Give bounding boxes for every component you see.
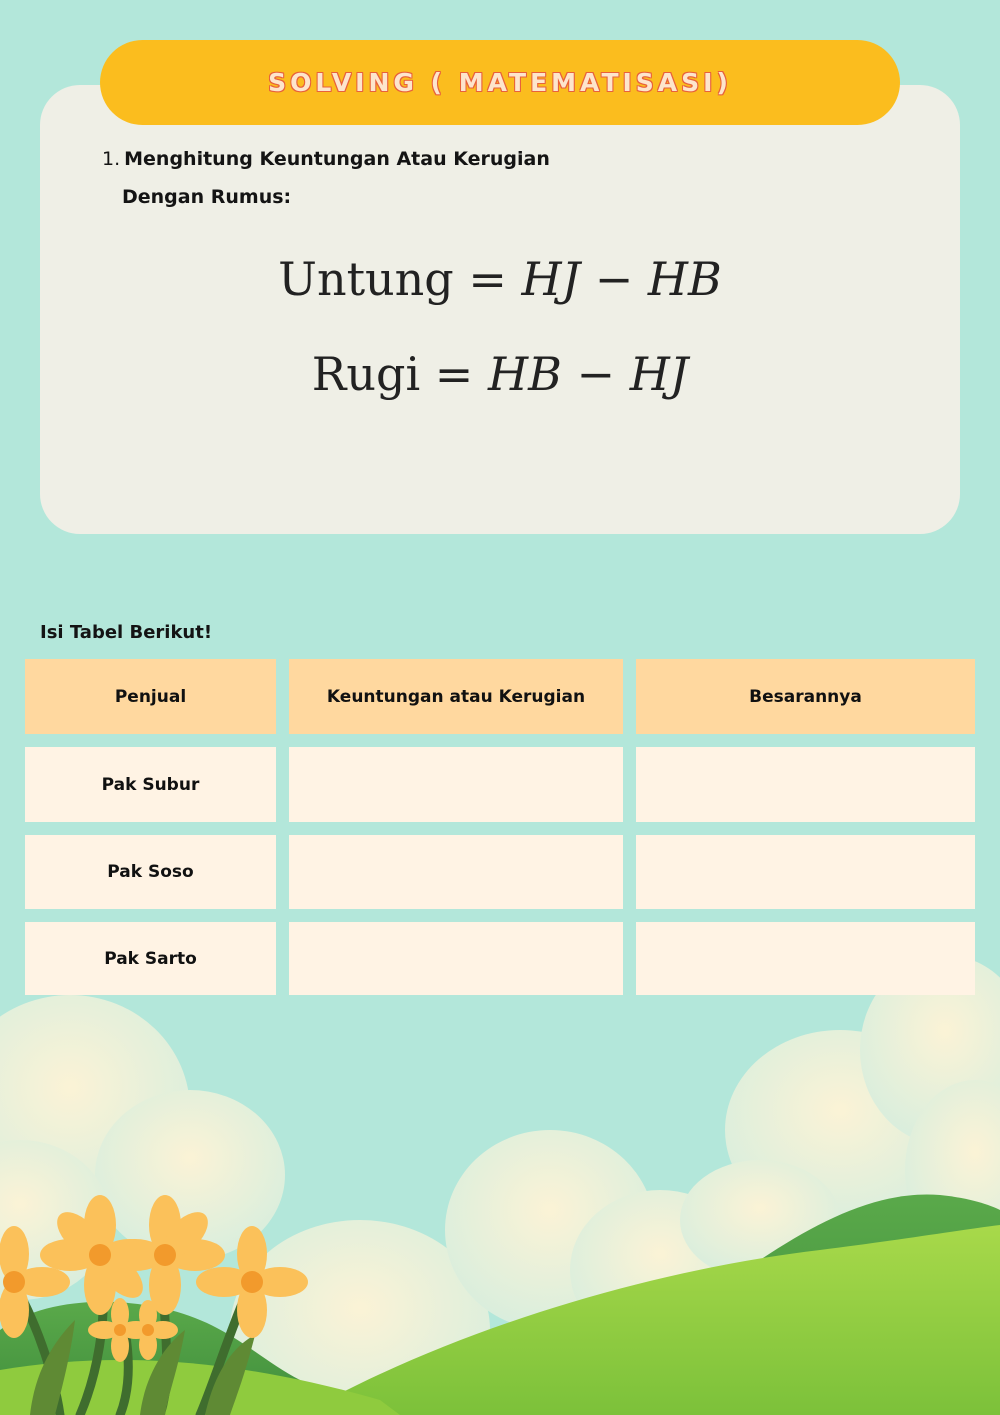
table-header-keuntungan: Keuntungan atau Kerugian bbox=[289, 659, 623, 734]
table-cell-keuntungan[interactable] bbox=[289, 747, 623, 822]
formula-equals: = bbox=[468, 252, 507, 306]
table-cell-keuntungan[interactable] bbox=[289, 922, 623, 995]
table-header-besarannya: Besarannya bbox=[636, 659, 975, 734]
table-cell-besarannya[interactable] bbox=[636, 922, 975, 995]
formula-equals: = bbox=[434, 347, 474, 401]
step-title: Menghitung Keuntungan Atau Kerugian bbox=[124, 148, 550, 170]
page-title: SOLVING ( MATEMATISASI) bbox=[268, 68, 732, 97]
table-cell-besarannya[interactable] bbox=[636, 747, 975, 822]
table-cell-besarannya[interactable] bbox=[636, 835, 975, 909]
formula-minus: − bbox=[576, 347, 616, 401]
formula-term-b: HJ bbox=[629, 347, 689, 401]
formula-term-a: HJ bbox=[521, 252, 581, 306]
table-title: Isi Tabel Berikut! bbox=[40, 622, 213, 643]
formula-term-a: HB bbox=[487, 347, 562, 401]
table-cell-penjual: Pak Soso bbox=[25, 835, 276, 909]
table-header-penjual: Penjual bbox=[25, 659, 276, 734]
formula-untung bbox=[0, 252, 1000, 306]
formula-label: Rugi bbox=[311, 347, 421, 401]
table-cell-keuntungan[interactable] bbox=[289, 835, 623, 909]
step-heading bbox=[102, 148, 550, 170]
table-cell-penjual: Pak Subur bbox=[25, 747, 276, 822]
formula-minus: − bbox=[594, 252, 634, 306]
formula-label: Untung bbox=[278, 252, 454, 306]
table-cell-penjual: Pak Sarto bbox=[25, 922, 276, 995]
formula-intro: Dengan Rumus: bbox=[122, 186, 292, 208]
step-number: 1. bbox=[102, 148, 121, 170]
formula-term-b: HB bbox=[647, 252, 722, 306]
title-banner bbox=[100, 40, 900, 125]
formula-rugi bbox=[0, 347, 1000, 401]
